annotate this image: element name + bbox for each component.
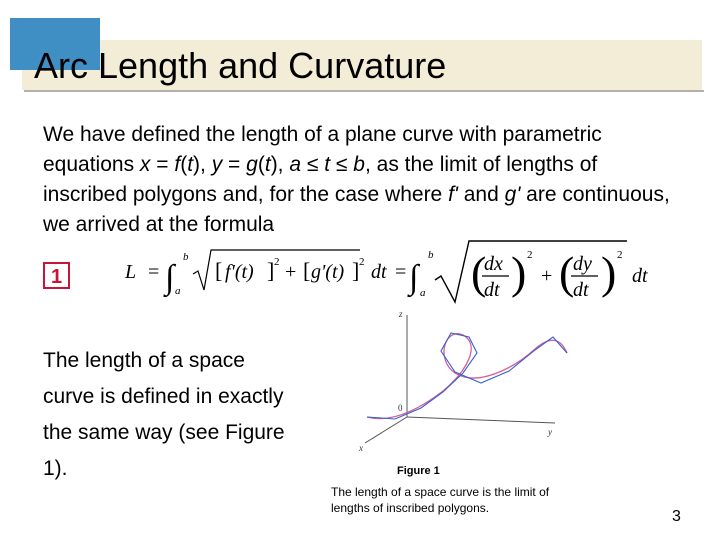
integral-sign-1: ∫ xyxy=(165,259,175,296)
y-axis-label: y xyxy=(548,427,552,437)
figure-label: Figure 1 xyxy=(397,465,440,477)
z-axis-label: z xyxy=(399,309,403,319)
formula-L: L xyxy=(125,261,137,283)
formula-dx-denominator: dt xyxy=(484,279,500,301)
x-axis-line xyxy=(365,417,407,443)
formula-f-term: f'(t) xyxy=(225,261,254,283)
bracket-close-2: ] xyxy=(352,258,360,283)
formula-dt-1: dt xyxy=(371,261,387,283)
bracket-open-2: [ xyxy=(303,258,311,283)
formula-square-2: 2 xyxy=(359,256,365,268)
formula-square-3: 2 xyxy=(527,249,533,261)
paren-close-2: ) xyxy=(601,247,617,298)
formula-dx: dx xyxy=(484,253,503,275)
integral-lower-1: a xyxy=(175,285,181,297)
formula-dy-denominator: dt xyxy=(573,279,589,301)
x-axis-label: x xyxy=(359,443,363,453)
space-curve-text: The length of a space curve is defined in exactly the same way (see Figure 1). xyxy=(43,349,285,480)
formula-equals: = xyxy=(148,261,160,283)
formula-g-term: g'(t) xyxy=(311,261,345,283)
bracket-open-1: [ xyxy=(215,258,223,283)
integral-sign-2: ∫ xyxy=(409,259,419,296)
formula-plus-1: + xyxy=(285,261,297,283)
space-curve-figure xyxy=(355,305,585,460)
formula-dy: dy xyxy=(573,253,592,275)
bracket-close-1: ] xyxy=(267,258,275,283)
integral-upper-1: b xyxy=(183,251,189,263)
page-number: 3 xyxy=(672,508,681,525)
formula-plus-2: + xyxy=(541,265,553,287)
figure-caption: The length of a space curve is the limit of lengths of inscribed polygons. xyxy=(331,485,550,515)
origin-label: 0 xyxy=(398,403,403,413)
title-underline xyxy=(24,90,704,92)
formula-dt-2: dt xyxy=(632,265,648,287)
paren-close-1: ) xyxy=(511,247,527,298)
paren-open-2: ( xyxy=(559,247,575,298)
slide-title: Arc Length and Curvature xyxy=(34,45,447,86)
paren-open-1: ( xyxy=(471,247,487,298)
intro-paragraph: We have defined the length of a plane curve with parametric equations x = f(t), y = g(t), a ≤ t ≤ b, as the limit of lengths of inscribed polygons and, for the case where f' and g' are continuous, we arrived at the formula xyxy=(43,123,670,236)
arc-length-formula xyxy=(115,238,660,306)
equation-number-badge: 1 xyxy=(43,262,70,289)
formula-square-4: 2 xyxy=(617,249,623,261)
y-axis-line xyxy=(407,417,555,423)
space-curve xyxy=(367,334,567,419)
formula-square-1: 2 xyxy=(274,256,280,268)
integral-lower-2: a xyxy=(420,287,426,299)
formula-equals-2: = xyxy=(395,261,407,283)
inscribed-polygon xyxy=(367,333,567,419)
integral-upper-2: b xyxy=(428,249,434,261)
